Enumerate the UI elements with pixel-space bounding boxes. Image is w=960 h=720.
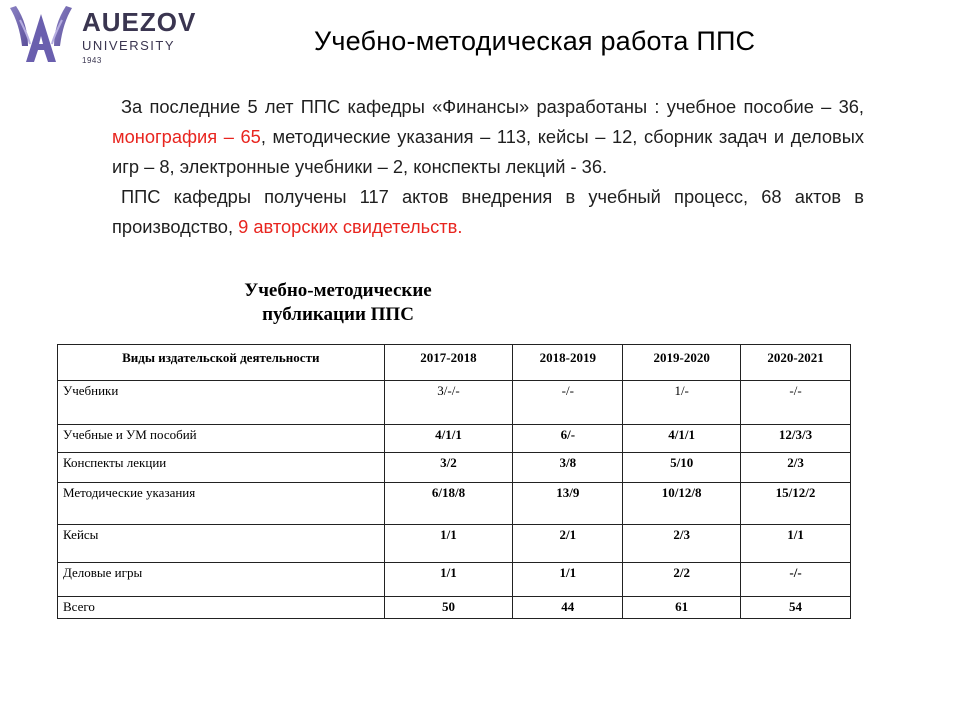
intro-p1-text-b: , методические указания – 113, кейсы – 12, сборник задач и деловых игр – 8, электронные учебники – 2, конспекты лекций - 36.: [112, 126, 864, 177]
intro-paragraph-2: [112, 182, 864, 242]
header-year-2017-2018: 2017-2018: [384, 345, 513, 381]
table-cell: 3/-/-: [384, 381, 513, 425]
table-title-line-1: Учебно-методические: [244, 280, 432, 301]
table-cell: 44: [513, 597, 623, 619]
table-cell: 12/3/3: [741, 425, 851, 453]
publications-table: [57, 344, 851, 619]
table-cell: 10/12/8: [623, 483, 741, 525]
table-cell: 2/3: [741, 453, 851, 483]
intro-p1-highlight: монография – 65: [112, 126, 261, 147]
table-cell: 6/18/8: [384, 483, 513, 525]
table-title: [200, 279, 476, 327]
table-cell: 61: [623, 597, 741, 619]
row-label: Кейсы: [58, 525, 385, 563]
table-cell: 3/2: [384, 453, 513, 483]
header-publication-type: Виды издательской деятельности: [58, 345, 385, 381]
table-cell: 4/1/1: [623, 425, 741, 453]
table-cell: 2/2: [623, 563, 741, 597]
row-label: Деловые игры: [58, 563, 385, 597]
table-header-row: [58, 345, 851, 381]
table-cell: 6/-: [513, 425, 623, 453]
row-label: Учебные и УМ пособий: [58, 425, 385, 453]
table-row: [58, 381, 851, 425]
university-logo: [0, 0, 210, 72]
table-row: [58, 425, 851, 453]
intro-p2-text-a: ППС кафедры получены 117 актов внедрения в учебный процесс, 68 актов в производство,: [112, 186, 864, 237]
table-row: [58, 563, 851, 597]
table-title-line-2: публикации ППС: [262, 304, 414, 325]
intro-p1-text-a: За последние 5 лет ППС кафедры «Финансы» разработаны : учебное пособие – 36,: [121, 96, 864, 117]
table-row: [58, 525, 851, 563]
row-label: Методические указания: [58, 483, 385, 525]
table-cell: 1/-: [623, 381, 741, 425]
intro-p2-highlight: 9 авторских свидетельств.: [238, 216, 463, 237]
table-cell: 2/3: [623, 525, 741, 563]
table-row: [58, 453, 851, 483]
table-cell: 15/12/2: [741, 483, 851, 525]
header-year-2020-2021: 2020-2021: [741, 345, 851, 381]
header-year-2019-2020: 2019-2020: [623, 345, 741, 381]
slide-title: Учебно-методическая работа ППС: [314, 26, 756, 56]
table-cell: 3/8: [513, 453, 623, 483]
table-row: [58, 483, 851, 525]
table-cell: -/-: [741, 563, 851, 597]
table-cell: 5/10: [623, 453, 741, 483]
logo-name: AUEZOV: [82, 7, 197, 37]
row-label: Конспекты лекции: [58, 453, 385, 483]
table-cell: -/-: [741, 381, 851, 425]
row-label: Учебники: [58, 381, 385, 425]
logo-year: 1943: [82, 56, 102, 65]
table-cell: 1/1: [384, 563, 513, 597]
table-cell: 50: [384, 597, 513, 619]
table-row: [58, 597, 851, 619]
table-cell: 1/1: [513, 563, 623, 597]
table-cell: 4/1/1: [384, 425, 513, 453]
intro-text: [112, 92, 864, 242]
table-cell: 13/9: [513, 483, 623, 525]
table-cell: -/-: [513, 381, 623, 425]
auezov-emblem-icon: [6, 0, 76, 70]
header-year-2018-2019: 2018-2019: [513, 345, 623, 381]
row-label: Всего: [58, 597, 385, 619]
table-cell: 54: [741, 597, 851, 619]
table-cell: 1/1: [741, 525, 851, 563]
table-cell: 1/1: [384, 525, 513, 563]
table-cell: 2/1: [513, 525, 623, 563]
logo-subtitle: UNIVERSITY: [82, 38, 176, 53]
intro-paragraph-1: [112, 92, 864, 182]
